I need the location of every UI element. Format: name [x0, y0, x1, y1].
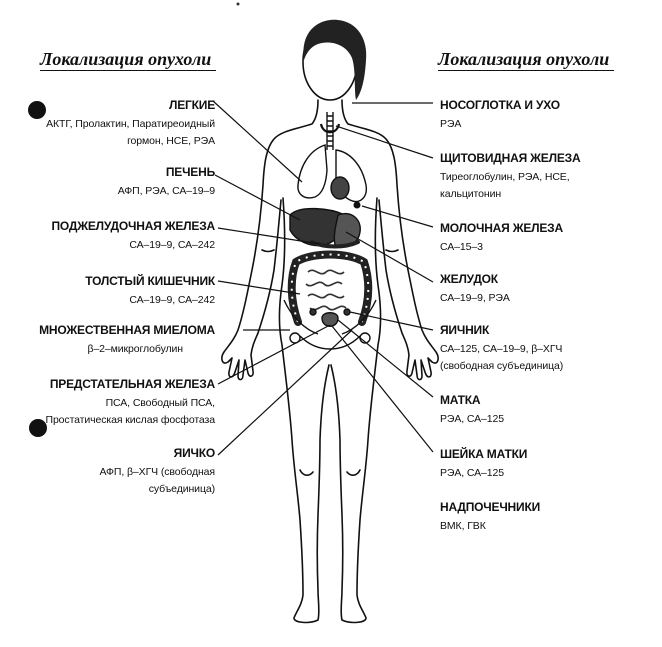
header-right: Локализация опухоли: [438, 48, 614, 71]
entry-breast: [440, 220, 563, 256]
organ-name: ПОДЖЕЛУДОЧНАЯ ЖЕЛЕЗА: [51, 219, 215, 233]
organ-name: МНОЖЕСТВЕННАЯ МИЕЛОМА: [39, 323, 215, 337]
organs: [284, 112, 376, 349]
punch-hole-bottom: [29, 419, 47, 437]
marker-line: СА–19–9, СА–242: [129, 294, 215, 306]
marker-line: Простатическая кислая фосфотаза: [45, 414, 215, 426]
organ-name: ЛЕГКИЕ: [169, 98, 215, 112]
leader-line-colon: [218, 281, 300, 294]
leader-line-prostate: [218, 325, 330, 384]
marker-line: СА–125, СА–19–9, β–ХГЧ: [440, 343, 563, 355]
marker-line: СА–15–3: [440, 241, 483, 253]
marker-line: РЭА, СА–125: [440, 413, 505, 425]
body-half-left: [222, 100, 329, 622]
marker-line: РЭА, СА–125: [440, 467, 505, 479]
organ-name: ШЕЙКА МАТКИ: [440, 447, 528, 461]
lung-left: [298, 145, 327, 198]
elbow-mark: [262, 250, 274, 252]
leader-line-liver: [215, 175, 300, 220]
entry-ovary: [440, 322, 563, 375]
entry-thyroid: [440, 150, 580, 203]
organ-name: МОЛОЧНАЯ ЖЕЛЕЗА: [440, 221, 563, 235]
marker-line: АФП, РЭА, СА–19–9: [117, 185, 215, 197]
marker-line: субъединица): [148, 483, 215, 495]
marker-line: (свободная субъединица): [440, 360, 564, 372]
marker-line: СА–19–9, СА–242: [129, 239, 215, 251]
breast-marker: [354, 202, 361, 209]
colon: [292, 255, 369, 323]
colon-segments: [292, 255, 369, 323]
punch-hole-top: [28, 101, 46, 119]
body-half-right: [331, 100, 438, 622]
organ-name: ТОЛСТЫЙ КИШЕЧНИК: [85, 274, 215, 288]
organ-name: ЩИТОВИДНАЯ ЖЕЛЕЗА: [440, 151, 581, 165]
organ-name: ПРЕДСТАТЕЛЬНАЯ ЖЕЛЕЗА: [49, 377, 215, 391]
organ-name: МАТКА: [440, 393, 481, 407]
entry-nasopharynx: [440, 97, 560, 133]
leader-line-uterus: [338, 320, 433, 397]
leader-line-lungs: [213, 101, 302, 182]
marker-line: гормон, НСЕ, РЭА: [127, 135, 215, 147]
entry-cervix: [440, 446, 527, 482]
ovary-right: [344, 309, 350, 315]
marker-line: ПСА, Свободный ПСА,: [105, 397, 215, 409]
entry-colon: [85, 273, 215, 309]
entry-adrenal-glands: [440, 499, 540, 535]
marker-line: СА–19–9, РЭА: [440, 292, 510, 304]
small-intestine: [306, 270, 346, 309]
heart: [331, 177, 349, 199]
marker-line: β–2–микроглобулин: [87, 343, 183, 355]
ovary-left: [310, 309, 316, 315]
marker-line: Тиреоглобулин, РЭА, НСЕ,: [440, 171, 570, 183]
leader-line-thyroid: [336, 126, 433, 158]
entry-pancreas: [51, 218, 215, 254]
entry-stomach: [440, 271, 510, 307]
organ-name: НОСОГЛОТКА И УХО: [440, 98, 560, 112]
entry-multiple-myeloma: [39, 322, 215, 358]
marker-line: кальцитонин: [440, 188, 502, 200]
marker-line: РЭА: [440, 118, 462, 130]
speck: [237, 3, 240, 6]
organ-name: ЯИЧКО: [173, 446, 215, 460]
marker-line: ВМК, ГВК: [440, 520, 486, 532]
organ-name: ЯИЧНИК: [440, 323, 490, 337]
entry-uterus: [440, 392, 504, 428]
header-left: Локализация опухоли: [40, 48, 216, 71]
knee-mark: [300, 470, 313, 475]
organ-name: ЖЕЛУДОК: [440, 272, 498, 286]
organ-name: НАДПОЧЕЧНИКИ: [440, 500, 540, 514]
marker-line: АКТГ, Пролактин, Паратиреоидный: [46, 118, 215, 130]
entry-lungs: [46, 97, 215, 150]
leader-line-breast: [362, 206, 433, 227]
entry-liver: [118, 164, 215, 200]
organ-name: ПЕЧЕНЬ: [165, 165, 215, 179]
uterus: [322, 313, 338, 327]
entry-testis: [99, 445, 215, 498]
marker-line: АФП, β–ХГЧ (свободная: [99, 466, 215, 478]
entry-prostate: [46, 376, 216, 429]
leader-line-cervix: [332, 326, 433, 452]
